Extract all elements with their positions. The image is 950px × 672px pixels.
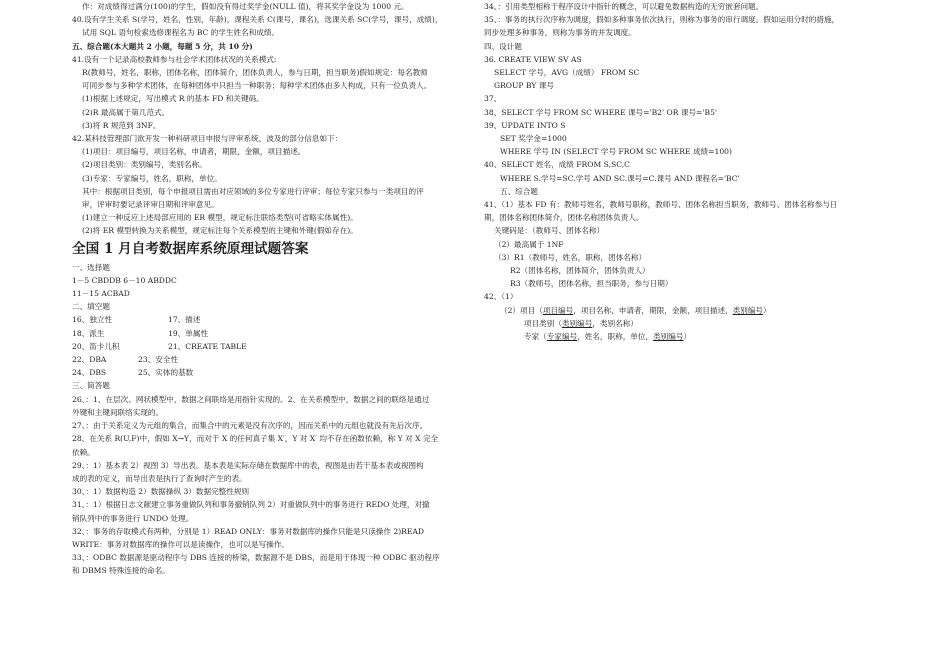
fill-answer: 17、描述	[168, 315, 201, 325]
text-line: (3)将 R 规范到 3NF。	[82, 120, 161, 130]
text-line: R(教师号，姓名，职称，团体名称，团体简介，团体负责人，参与日期，担当职务)假如规定：每名教师	[82, 68, 428, 78]
fill-row	[72, 313, 476, 326]
text-line: (1)根据上述规定，写出模式 R 的基本 FD 和关键码。	[82, 94, 264, 104]
text-line: (2)R 最高属于第几范式。	[82, 107, 170, 117]
text-line: 30、：1）数据构造 2）数据操纵 3）数据完整性规则	[72, 487, 250, 497]
text-line: 35、：事务的执行次序称为调度，假如多种事务依次执行，则称为事务的串行调度。假如运用分时的措施，	[484, 15, 840, 25]
right-column	[484, 0, 888, 343]
text-line: 39、UPDATE INTO S	[484, 120, 566, 130]
answers-choice	[72, 261, 476, 314]
text-line: 32、：事务的存取模式有两种，分别是 1）READ ONLY：事务对数据库的操作只能是只读操作 2)READ	[72, 526, 425, 536]
text-line: 五、综合题(本大题共 2 小题，每题 5 分，共 10 分)	[72, 41, 253, 51]
er-line-expert: 专家（专家编号，姓名，职称，单位，类别编号）	[524, 332, 692, 342]
fill-row	[72, 353, 476, 366]
text-line: 28、在关系 R(U,F)中，假如 X→Y，而对于 X 的任何真子集 X′，Y 对 X′ 均不存在函数依赖，称 Y 对 X 完全	[72, 434, 439, 444]
text-line: 33、：ODBC 数据源是驱动程序与 DBS 连接的桥梁，数据源不是 DBS，而是用于体现一种 ODBC 驱动程序	[72, 553, 440, 563]
left-column	[72, 0, 476, 578]
text-line: 同步处理多种事务，则称为事务的并发调度。	[484, 28, 636, 38]
text-line: 一、选择题	[72, 262, 110, 272]
text-line: 试用 SQL 语句检索选修课程名为 BC 的学生姓名和成绩。	[82, 28, 280, 38]
fill-blank-grid	[72, 313, 476, 353]
text-line: 41.设有一个记录高校教师参与社会学术团体状况的关系模式:	[72, 54, 277, 64]
text-line: (1)项目：项目编号，项目名称，申请者，期限，金额，项目描述。	[82, 147, 306, 157]
fill-row	[72, 327, 476, 340]
er-line-project: （2）项目（项目编号，项目名称，申请者，期限，金额，项目描述，类别编号）	[500, 305, 771, 315]
text-line: 四、设计题	[484, 41, 522, 51]
er-line-category: 项目类别（类别编号，类别名称）	[524, 318, 638, 328]
answers-short	[72, 379, 476, 577]
text-line: SET 奖学金=1000	[500, 134, 567, 144]
text-line: 11－15 ACBAD	[72, 289, 130, 299]
text-line: (2)项目类别：类别编号，类别名称。	[82, 160, 207, 170]
text-line: 和 DBMS 特殊连接的命名。	[72, 566, 170, 576]
text-line: （2）最高属于 1NF	[494, 239, 564, 249]
text-line: (3)专家：专家编号，姓名，职称，单位。	[82, 173, 222, 183]
fill-answer: 20、笛卡儿积	[72, 341, 120, 351]
text-line: 关键码是：（教师号、团体名称）	[494, 226, 605, 236]
fill-row	[72, 340, 476, 353]
text-line: R3（教师号，团体名称，担当职务，参与日期）	[510, 279, 673, 289]
text-line: 成的表的定义，而导出表是执行了查询时产生的表。	[72, 473, 247, 483]
fill-answer: 19、单属性	[168, 328, 209, 338]
text-line: WHERE 学号 IN (SELECT 学号 FROM SC WHERE 成绩=100)	[500, 147, 732, 157]
text-line: 三、简答题	[72, 381, 110, 391]
answer-title: 全国 1 月自考数据库系统原理试题答案	[72, 240, 309, 257]
fill-answer: 25、实体的基数	[138, 368, 194, 378]
text-line: R2（团体名称，团体简介，团体负责人）	[510, 266, 650, 276]
text-line: 销队列中的事务进行 UNDO 处理。	[72, 513, 194, 523]
text-line: WRITE：事务对数据库的操作可以是读操作，也可以是写操作。	[72, 539, 289, 549]
text-line: 1－5 CBDDB 6－10 ABDDC	[72, 275, 177, 285]
text-line: 27、：由于关系定义为元组的集合，而集合中的元素是没有次序的，因而关系中的元组也就没有先后次序。	[72, 421, 428, 431]
exam-questions	[72, 0, 476, 238]
text-line: 可同步参与多种学术团体，在每种团体中只担当一种职务；每种学术团体由多人构成，只有一位负责人。	[82, 81, 432, 91]
fill-answer: 22、DBA	[72, 355, 107, 365]
text-line: SELECT 学号，AVG（成绩） FROM SC	[494, 68, 640, 78]
text-line: （3）R1（教师号，姓名，职称，团体名称）	[494, 252, 647, 262]
text-line: 期，团体名称团体简介，团体名称团体负责人。	[484, 213, 644, 223]
fill-answer: 18、派生	[72, 328, 105, 338]
text-line: 37、	[484, 94, 502, 104]
text-line: 38、SELECT 学号 FROM SC WHERE 课号='B2' OR 课号='B5'	[484, 107, 717, 117]
text-line: 26、：1、在层次、网状模型中，数据之间联络是用指针实现的。2、在关系模型中，数据之间的联络是通过	[72, 394, 430, 404]
text-line: 36. CREATE VIEW SV AS	[484, 54, 582, 64]
text-line: 42.某科技管理部门欲开发一种科研项目申报与评审系统，波及的部分信息如下：	[72, 134, 343, 144]
text-line: 41、（1）基本 FD 有：教师号姓名，教师号职称，教师号、团体名称担当职务，教师号、团体名称参与日	[484, 200, 838, 210]
fill-answer: 23、安全性	[138, 355, 179, 365]
fill-answer: 16、独立性	[72, 315, 113, 325]
text-line: 29、：1）基本表 2）视图 3）导出表。基本表是实际存储在数据库中的表，视图是由若干基本表或视图构	[72, 460, 424, 470]
text-line: 二、填空题	[72, 302, 110, 312]
text-line: WHERE S.学号=SC.学号 AND SC.课号=C.课号 AND 课程名='BC'	[500, 173, 740, 183]
fill-answer: 21、CREATE TABLE	[168, 341, 247, 351]
text-line: 40.设有学生关系 S(学号，姓名，性别，年龄)，课程关系 C(课号，课名)，选课关系 SC(学号，课号，成绩)，	[72, 15, 443, 25]
text-line: 40、SELECT 姓名，成绩 FROM S,SC,C	[484, 160, 630, 170]
text-line: 42、（1）	[484, 292, 518, 302]
text-line: (1)建立一种反应上述局部应用的 ER 模型，规定标注联络类型(可省略实体属性)。	[82, 213, 358, 223]
fill-answer: 24、DBS	[72, 368, 107, 378]
text-line: GROUP BY 课号	[494, 81, 554, 91]
fill-blank-grid-2	[72, 353, 476, 379]
text-line: 外键和主键间联络实现的。	[72, 407, 164, 417]
text-line: (2)将 ER 模型转换为关系模型，规定标注每个关系模型的主键和外键(假如存在)。	[82, 226, 358, 236]
text-line: 作：对成绩得过满分(100)的学生，假如没有得过奖学金(NULL 值)，将其奖学金设为 1000 元。	[82, 2, 409, 11]
text-line: 34、：引用类型相称于程序设计中指针的概念，可以避免数据构造的无穷嵌套问题。	[484, 2, 764, 11]
text-line: 五、综合题	[500, 186, 538, 196]
text-line: 依赖。	[72, 447, 95, 457]
fill-row	[72, 366, 476, 379]
text-line: 31、：1）根据日志文献建立事务重做队列和事务撤销队列 2）对重做队列中的事务进行 REDO 处理，对撤	[72, 500, 430, 510]
answers-design	[484, 0, 888, 304]
text-line: 其中：根据项目类别，每个申报项目需由对应领域的多位专家进行评审；每位专家只参与一类项目的评	[82, 186, 424, 196]
text-line: 审，评审时要记录评审日期和评审意见。	[82, 200, 219, 210]
